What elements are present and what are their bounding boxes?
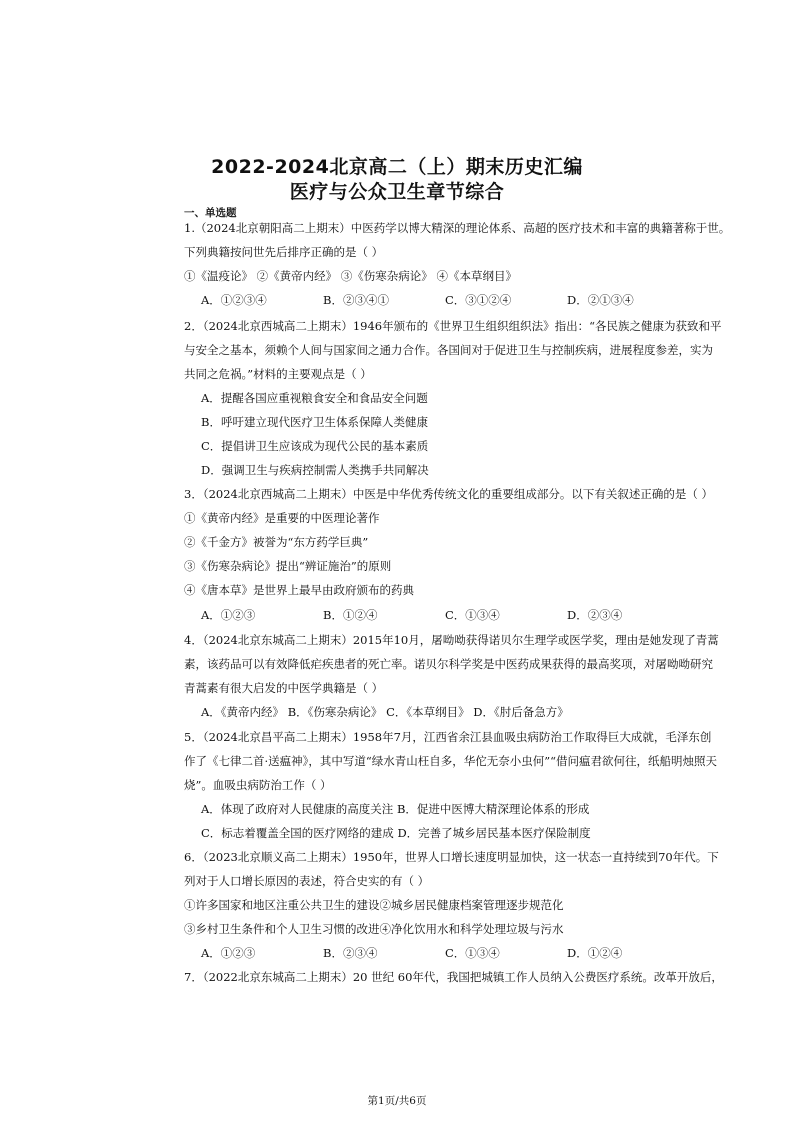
question-5-stem-line-1: 5．（2024北京昌平高二上期末）1958年7月，江西省余江县血吸虫病防治工作取得巨大成就，毛泽东创 <box>184 730 712 744</box>
question-2-option-b: B．呼吁建立现代医疗卫生体系保障人类健康 <box>201 415 428 429</box>
question-1-options <box>201 292 689 308</box>
question-5-stem-line-2: 作了《七律二首·送瘟神》，其中写道“绿水青山枉自多，华佗无奈小虫何”“借问瘟君欲何往，纸船明烛照天 <box>184 754 718 768</box>
question-1-stem-line-2: 下列典籍按问世先后排序正确的是（ ） <box>184 245 384 259</box>
question-2-stem-line-1: 2．（2024北京西城高二上期末）1946年颁布的《世界卫生组织组织法》指出：“各民族之健康为获致和平 <box>184 319 722 333</box>
question-6-option-a: A．①②③ <box>201 946 256 960</box>
question-6-option-d: D．①②④ <box>567 946 623 960</box>
question-6-options <box>201 945 689 961</box>
question-2-stem-line-2: 与安全之基本，须赖个人间与国家间之通力合作。各国间对于促进卫生与控制疾病，进展程度参差，实为 <box>184 343 713 357</box>
question-3-option-c: C．①③④ <box>445 608 500 622</box>
question-1-option-c: C．③①②④ <box>445 293 512 307</box>
question-1-option-d: D．②①③④ <box>567 293 634 307</box>
question-3-option-d: D．②③④ <box>567 608 623 622</box>
question-1-option-a: A．①②③④ <box>201 293 267 307</box>
document-subtitle: 医疗与公众卫生章节综合 <box>289 181 505 203</box>
question-2-option-d: D．强调卫生与疾病控制需人类携手共同解决 <box>201 463 429 477</box>
question-6-option-b: B．②③④ <box>323 946 378 960</box>
question-3-stem: 3．（2024北京西城高二上期末）中医是中华优秀传统文化的重要组成部分。以下有关叙述正确的是（ ） <box>184 487 713 501</box>
question-1-stem-line-1: 1.（2024北京朝阳高二上期末）中医药学以博大精深的理论体系、高超的医疗技术和丰富的典籍著称于世。 <box>184 221 731 235</box>
question-1-items: ①《温疫论》 ②《黄帝内经》 ③《伤寒杂病论》 ④《本草纲目》 <box>184 269 517 283</box>
question-5-stem-line-3: 烧”。血吸虫病防治工作（ ） <box>184 778 332 792</box>
question-3-option-a: A．①②③ <box>201 608 256 622</box>
question-3-item-2: ②《千金方》被誉为“东方药学巨典” <box>184 535 369 549</box>
question-3-item-4: ④《唐本草》是世界上最早由政府颁布的药典 <box>184 583 414 597</box>
document-title: 2022-2024北京高二（上）期末历史汇编 <box>211 156 583 178</box>
question-5-options-cd: C．标志着覆盖全国的医疗网络的建成 D．完善了城乡居民基本医疗保险制度 <box>201 826 591 840</box>
question-2-option-c: C．提倡讲卫生应该成为现代公民的基本素质 <box>201 439 429 453</box>
question-3-item-3: ③《伤寒杂病论》提出“辨证施治”的原则 <box>184 559 392 573</box>
question-4-stem-line-3: 青蒿素有很大启发的中医学典籍是（ ） <box>184 681 384 695</box>
question-7-stem-line-1: 7．（2022北京东城高二上期末）20 世纪 60年代，我国把城镇工作人员纳入公费医疗系统。改革开放后， <box>184 970 723 984</box>
question-6-items-line-1: ①许多国家和地区注重公共卫生的建设②城乡居民健康档案管理逐步规范化 <box>184 898 564 912</box>
question-2-stem-line-3: 共同之危祸。”材料的主要观点是（ ） <box>184 367 372 381</box>
page-number: 第1页/共6页 <box>367 1095 427 1107</box>
question-4-options: A．《黄帝内经》 B．《伤寒杂病论》 C．《本草纲目》 D．《肘后备急方》 <box>201 705 569 719</box>
question-3-option-b: B．①②④ <box>323 608 378 622</box>
section-heading: 一、单选题 <box>184 207 237 219</box>
question-6-items-line-2: ③乡村卫生条件和个人卫生习惯的改进④净化饮用水和科学处理垃圾与污水 <box>184 922 564 936</box>
question-6-stem-line-1: 6．（2023北京顺义高二上期末）1950年，世界人口增长速度明显加快，这一状态一直持续到70年代。下 <box>184 850 719 864</box>
question-1-option-b: B．②③④① <box>323 293 389 307</box>
question-4-stem-line-1: 4．（2024北京东城高二上期末）2015年10月，屠呦呦获得诺贝尔生理学或医学奖，理由是她发现了青蒿 <box>184 633 719 647</box>
question-3-item-1: ①《黄帝内经》是重要的中医理论著作 <box>184 511 380 525</box>
question-5-options-ab: A．体现了政府对人民健康的高度关注 B．促进中医博大精深理论体系的形成 <box>201 802 590 816</box>
question-3-options <box>201 607 689 623</box>
question-2-option-a: A．提醒各国应重视粮食安全和食品安全问题 <box>201 391 428 405</box>
question-6-option-c: C．①③④ <box>445 946 500 960</box>
question-6-stem-line-2: 列对于人口增长原因的表述，符合史实的有（ ） <box>184 874 430 888</box>
question-4-stem-line-2: 素，该药品可以有效降低疟疾患者的死亡率。诺贝尔科学奖是中医药成果获得的最高奖项，对屠呦呦研究 <box>184 657 713 671</box>
